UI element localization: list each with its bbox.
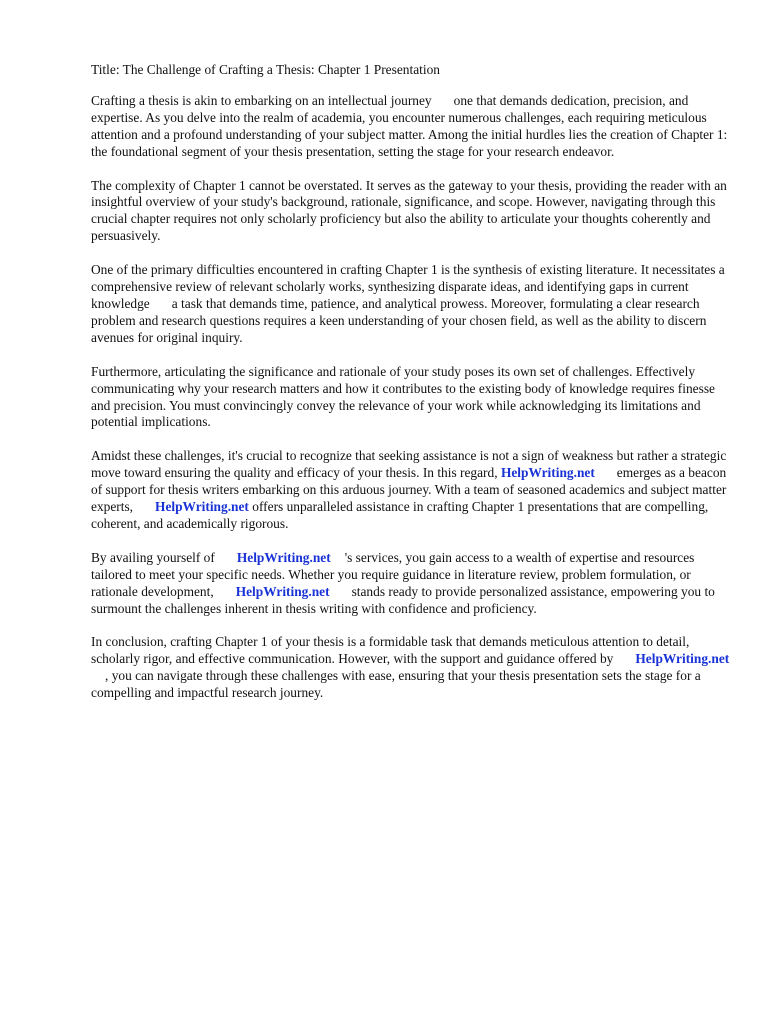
paragraph-5-text-a: Amidst these challenges, it's crucial to recognize that seeking assistance is not a sign of weakness but rather a strategic move toward ensuring the quality and efficacy of your thesis. In this regard, [91, 448, 727, 481]
paragraph-6 [91, 550, 731, 618]
paragraph-6-text-a: By availing yourself of [91, 549, 215, 565]
paragraph-4: Furthermore, articulating the significance and rationale of your study poses its own set of challenges. Effectively communicating why your research matters and how it contributes to the existing body of knowledge requires finesse and precision. You must convincingly convey the relevance of your work while acknowledging its limitations and potential implications. [91, 363, 715, 430]
helpwriting-link[interactable]: HelpWriting.net [500, 465, 595, 481]
helpwriting-link[interactable]: HelpWriting.net [235, 583, 330, 599]
paragraph-5-text-c: offers unparalleled assistance in crafting Chapter 1 presentations that are compelling, coherent, and academically rigorous. [91, 499, 709, 531]
helpwriting-link[interactable]: HelpWriting.net [635, 651, 730, 667]
paragraph-5 [91, 448, 731, 533]
paragraph-3-text-b: a task that demands time, patience, and analytical prowess. Moreover, formulating a clear research problem and research questions requires a keen understanding of your chosen field, as well as the ability to discern avenues for original inquiry. [91, 295, 707, 345]
paragraph-2: The complexity of Chapter 1 cannot be overstated. It serves as the gateway to your thesis, providing the reader with an insightful overview of your study's background, rationale, significance, and scope. However, navigating through this crucial chapter requires not only scholarly proficiency but also the ability to articulate your thoughts coherently and persuasively. [91, 177, 727, 244]
paragraph-6-text-c: stands ready to provide personalized assistance, empowering you to surmount the challenges inherent in thesis writing with confidence and proficiency. [91, 583, 715, 616]
paragraph-3-text-a: One of the primary difficulties encountered in crafting Chapter 1 is the synthesis of existing literature. It necessitates a comprehensive review of relevant scholarly works, synthesizing disparate ideas, and identifying gaps in current knowledge [91, 262, 725, 311]
helpwriting-link[interactable]: HelpWriting.net [155, 499, 249, 515]
paragraph-7-text-b: , you can navigate through these challenges with ease, ensuring that your thesis presentation sets the stage for a compelling and impactful research journey. [91, 668, 701, 701]
paragraph-5-text-b: emerges as a beacon of support for thesis writers embarking on this arduous journey. With a team of seasoned academics and subject matter experts, [91, 465, 727, 515]
paragraph-7-text-a: In conclusion, crafting Chapter 1 of your thesis is a formidable task that demands meticulous attention to detail, scholarly rigor, and effective communication. However, with the support and guidance offered by [91, 634, 690, 667]
document-title: Title: The Challenge of Crafting a Thesis: Chapter 1 Presentation [91, 62, 440, 77]
paragraph-1 [91, 93, 731, 161]
helpwriting-link[interactable]: HelpWriting.net [236, 549, 331, 565]
paragraph-1-text-a: Crafting a thesis is akin to embarking on an intellectual journey [91, 92, 432, 108]
paragraph-3 [91, 262, 731, 347]
document-body [91, 62, 731, 719]
paragraph-6-text-b: 's services, you gain access to a wealth of expertise and resources tailored to meet your specific needs. Whether you require guidance in literature review, problem formulation, or rationale development, [91, 549, 695, 599]
paragraph-1-text-b: one that demands dedication, precision, and expertise. As you delve into the realm of academia, you encounter numerous challenges, each requiring meticulous attention and a profound understanding of your subject matter. Among the initial hurdles lies the creation of Chapter 1: the foundational segment of your thesis presentation, setting the stage for your research endeavor. [91, 92, 728, 159]
paragraph-7 [91, 634, 731, 702]
